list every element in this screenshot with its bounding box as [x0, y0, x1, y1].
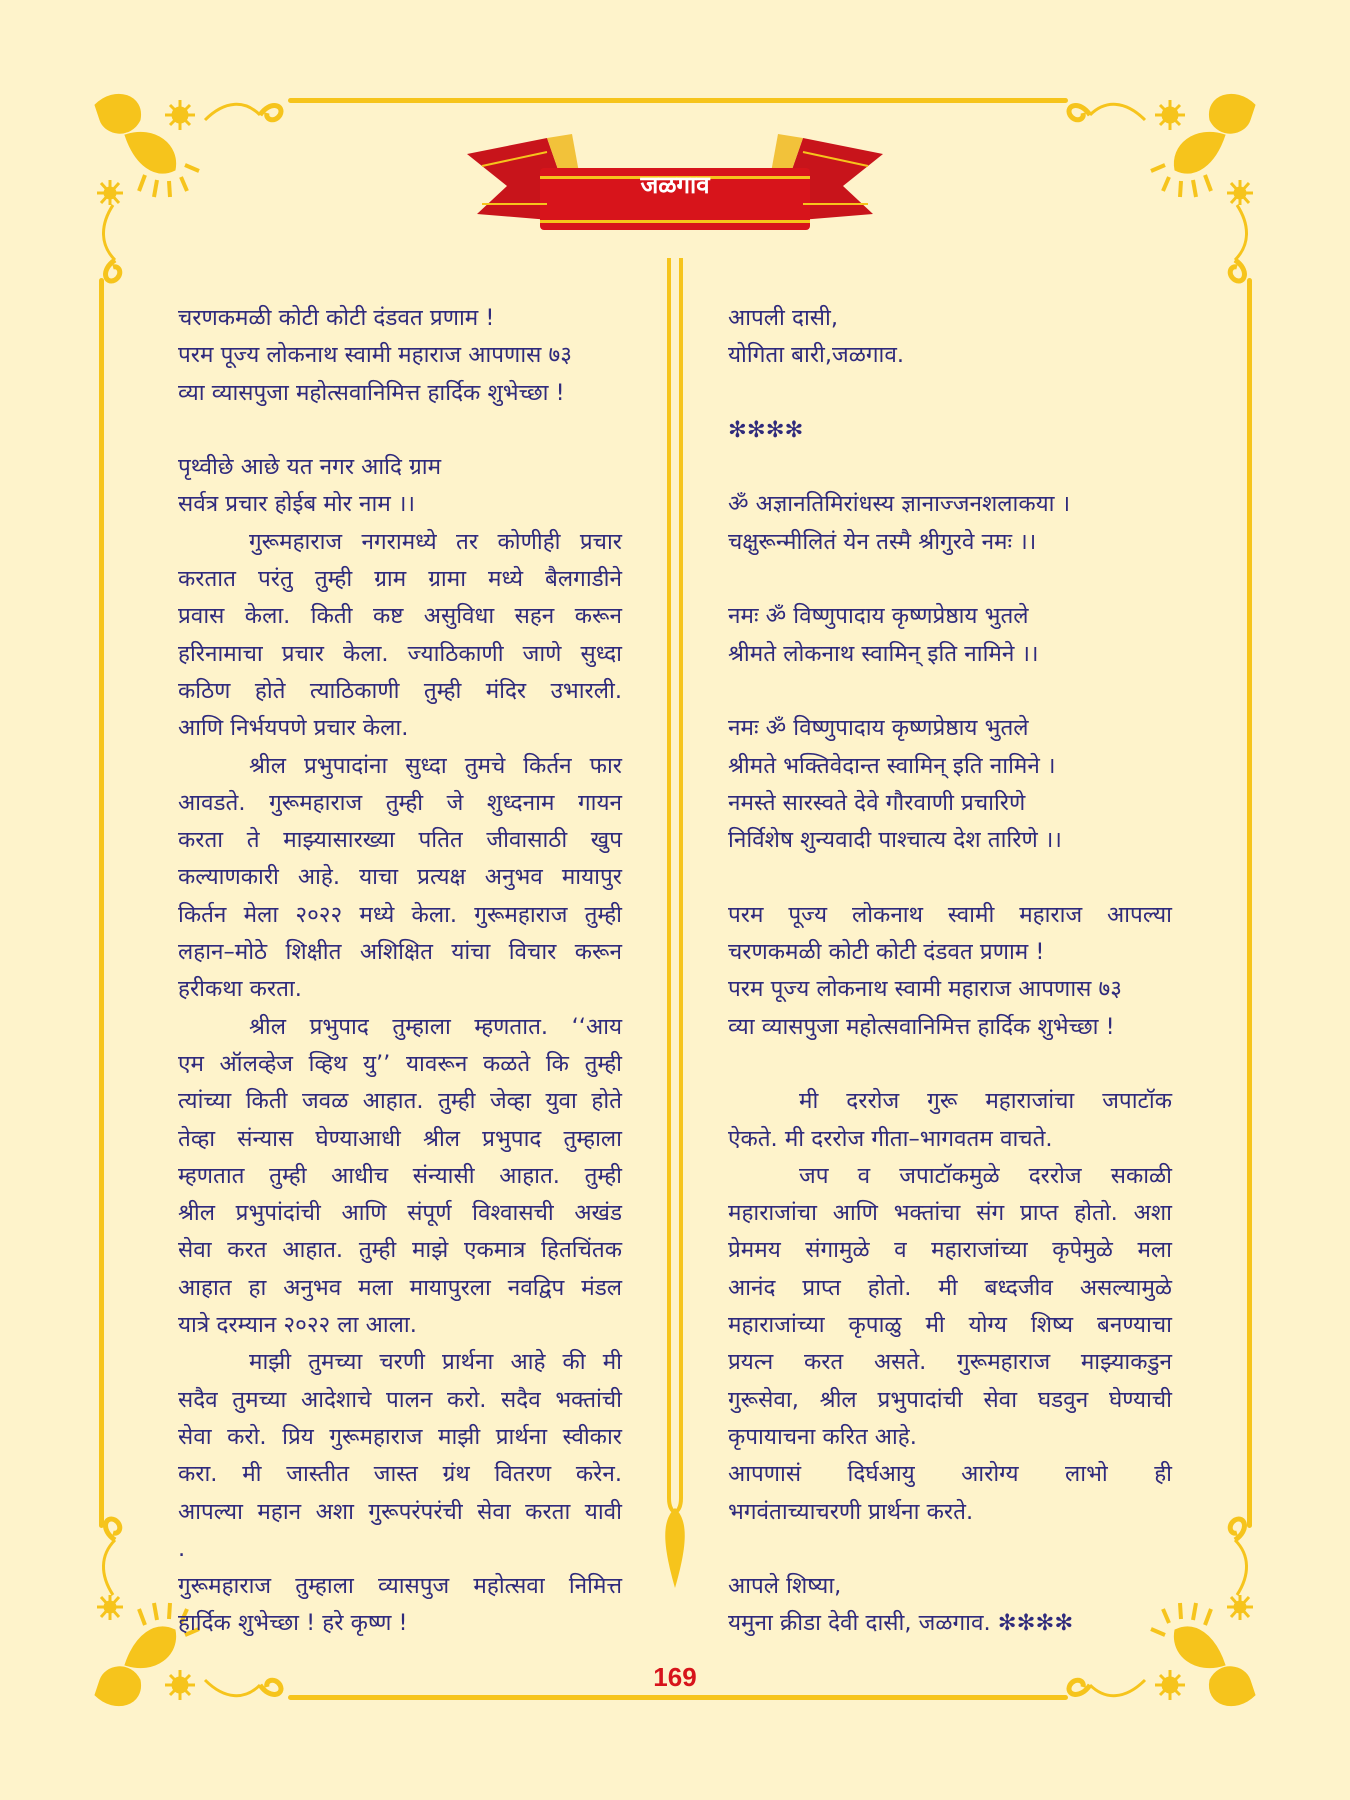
- paragraph: [728, 1456, 1172, 1531]
- text-line: आवडते. गुरूमहाराज तुम्ही जे शुध्दनाम गायन: [178, 789, 622, 816]
- paragraph: [728, 1158, 1172, 1456]
- text-line: सेवा करत आहात. तुम्ही माझे एकमात्र हितचिंतक: [178, 1237, 622, 1264]
- text-line: गुरूमहाराज तुम्हाला व्यासपुज महोत्सवा निमित्त: [178, 1573, 622, 1600]
- paragraph: [178, 1344, 622, 1568]
- text-line: करतात परंतु तुम्ही ग्राम ग्रामा मध्ये बैलगाडीने: [178, 566, 622, 593]
- paragraph: [178, 748, 622, 1009]
- text-line: यात्रे दरम्यान २०२२ ला आला.: [178, 1312, 417, 1339]
- paragraph: [728, 1083, 1172, 1158]
- verse-block: [728, 486, 1172, 561]
- text-line: .: [178, 1535, 186, 1562]
- paragraph: [728, 897, 1172, 972]
- corner-ornament-icon: [85, 85, 305, 305]
- text-line: म्हणतात तुम्ही आधीच संन्यासी आहात. तुम्ही: [178, 1162, 622, 1189]
- blank-line: [728, 673, 1172, 710]
- text-line: माझी तुमच्या चरणी प्रार्थना आहे की मी: [249, 1349, 622, 1376]
- text-line: तेव्हा संन्यास घेण्याआधी श्रील प्रभुपाद तुम्हाला: [178, 1125, 622, 1152]
- text-line: परम पूज्य लोकनाथ स्वामी महाराज आपणास ७३: [178, 342, 572, 369]
- corner-ornament-icon: [1045, 85, 1265, 305]
- text-line: सदैव तुमच्या आदेशाचे पालन करो. सदैव भक्तांची: [178, 1386, 622, 1413]
- text-line: व्या व्यासपुजा महोत्सवानिमित्त हार्दिक शुभेच्छा !: [728, 1013, 1115, 1040]
- paragraph: [178, 1568, 622, 1643]
- text-line: योगिता बारी,जळगाव.: [728, 342, 904, 369]
- text-line: प्रेममय संगामुळे व महाराजांच्या कृपेमुळे मला: [728, 1237, 1172, 1264]
- text-line: जप व जपाटॉकमुळे दररोज सकाळी: [799, 1162, 1172, 1189]
- text-line: ✻✻✻✻: [728, 416, 804, 443]
- text-line: नमस्ते सारस्वते देवे गौरवाणी प्रचारिणे: [728, 789, 1026, 816]
- text-line: भगवंताच्याचरणी प्रार्थना करते.: [728, 1498, 974, 1525]
- border-right-line: [1247, 278, 1252, 1528]
- text-line: मी दररोज गुरू महाराजांचा जपाटॉक: [799, 1088, 1172, 1115]
- text-line: किर्तन मेला २०२२ मध्ये केला. गुरूमहाराज तुम्ही: [178, 901, 622, 928]
- text-line: श्रील प्रभुपांदांची आणि संपूर्ण विश्वासची अखंड: [178, 1200, 622, 1227]
- border-top-line: [288, 98, 1068, 103]
- text-line: परम पूज्य लोकनाथ स्वामी महाराज आपणास ७३: [728, 976, 1122, 1003]
- text-line: आहात हा अनुभव मला मायापुरला नवद्विप मंडल: [178, 1274, 622, 1301]
- verse-block: [728, 710, 1172, 859]
- text-line: सर्वत्र प्रचार होईब मोर नाम ।।: [178, 491, 416, 518]
- text-line: श्रील प्रभुपाद तुम्हाला म्हणतात. ‘‘आय: [249, 1013, 622, 1040]
- text-line: नमः ॐ विष्णुपादाय कृष्णप्रेष्ठाय भुतले: [728, 603, 1029, 630]
- text-line: हरीकथा करता.: [178, 976, 302, 1003]
- border-left-line: [99, 278, 104, 1528]
- text-line: व्या व्यासपुजा महोत्सवानिमित्त हार्दिक शुभेच्छा !: [178, 379, 565, 406]
- verse-block: [178, 449, 622, 524]
- blank-line: [728, 1046, 1172, 1083]
- text-line: पृथ्वीछे आछे यत नगर आदि ग्राम: [178, 454, 442, 481]
- left-column: [178, 300, 622, 1643]
- text-line: प्रवास केला. किती कष्ट असुविधा सहन करून: [178, 603, 622, 630]
- page-title: जळगाव: [640, 171, 710, 199]
- text-line: आपली दासी,: [728, 305, 838, 331]
- text-line: सेवा करो. प्रिय गुरूमहाराज माझी प्रार्थना स्वीकार: [178, 1423, 622, 1450]
- text-line: श्रीमते लोकनाथ स्वामिन् इति नामिने ।।: [728, 640, 1039, 667]
- text-line: त्यांच्या किती जवळ आहात. तुम्ही जेव्हा युवा होते: [178, 1088, 622, 1115]
- text-line: चक्षुरून्मीलितं येन तस्मै श्रीगुरवे नमः ।।: [728, 528, 1037, 555]
- blank-line: [728, 561, 1172, 598]
- text-line: आपल्या महान अशा गुरूपरंपरंची सेवा करता यावी: [178, 1498, 622, 1525]
- text-line: महाराजांचा आणि भक्तांचा संग प्राप्त होतो. अशा: [728, 1200, 1172, 1227]
- paragraph: [178, 524, 622, 748]
- text-line: निर्विशेष शुन्यवादी पाश्चात्य देश तारिणे ।।: [728, 827, 1062, 854]
- text-line: करता ते माझ्यासारख्या पतित जीवासाठी खुप: [178, 827, 622, 854]
- text-line: कठिण होते त्याठिकाणी तुम्ही मंदिर उभारली.: [178, 677, 622, 704]
- verse-block: [728, 412, 1172, 449]
- text-line: प्रयत्न करत असते. गुरूमहाराज माझ्याकडुन: [728, 1349, 1172, 1376]
- text-line: गुरूमहाराज नगरामध्ये तर कोणीही प्रचार: [249, 528, 622, 555]
- paragraph: [178, 1009, 622, 1345]
- text-line: आपले शिष्या,: [728, 1573, 842, 1600]
- text-line: हार्दिक शुभेच्छा ! हरे कृष्ण !: [178, 1610, 408, 1637]
- text-line: चरणकमळी कोटी कोटी दंडवत प्रणाम !: [178, 305, 495, 331]
- border-bottom-line: [288, 1695, 1068, 1700]
- text-line: गुरूसेवा, श्रील प्रभुपादांची सेवा घडवुन घेण्याची: [728, 1386, 1172, 1413]
- blank-line: [728, 859, 1172, 896]
- text-line: लहान–मोठे शिक्षीत अशिक्षित यांचा विचार करून: [178, 939, 622, 966]
- verse-block: [728, 598, 1172, 673]
- text-line: हरिनामाचा प्रचार केला. ज्याठिकाणी जाणे सुध्दा: [178, 640, 622, 667]
- text-line: कल्याणकारी आहे. याचा प्रत्यक्ष अनुभव मायापुर: [178, 864, 622, 891]
- text-line: कृपायाचना करित आहे.: [728, 1423, 917, 1450]
- verse-block: [728, 300, 1172, 375]
- verse-block: [178, 300, 622, 412]
- text-line: नमः ॐ विष्णुपादाय कृष्णप्रेष्ठाय भुतले: [728, 715, 1029, 742]
- text-line: श्रीमते भक्तिवेदान्त स्वामिन् इति नामिने ।: [728, 752, 1056, 779]
- text-line: ॐ अज्ञानतिमिरांधस्य ज्ञानाज्जनशलाकया ।: [728, 491, 1071, 518]
- text-line: श्रील प्रभुपादांना सुध्दा तुमचे किर्तन फार: [249, 752, 622, 779]
- right-column: [728, 300, 1172, 1643]
- blank-line: [728, 375, 1172, 412]
- text-line: यमुना क्रीडा देवी दासी, जळगाव. ✻✻✻✻: [728, 1610, 1074, 1637]
- blank-line: [178, 412, 622, 449]
- text-line: चरणकमळी कोटी कोटी दंडवत प्रणाम !: [728, 939, 1045, 966]
- verse-block: [728, 1568, 1172, 1643]
- text-line: आपणासं दिर्घआयु आरोग्य लाभो ही: [728, 1461, 1172, 1488]
- page-number: 169: [653, 1662, 697, 1692]
- text-line: ऐकते. मी दररोज गीता–भागवतम वाचते.: [728, 1125, 1053, 1152]
- verse-block: [728, 971, 1172, 1046]
- text-line: परम पूज्य लोकनाथ स्वामी महाराज आपल्या: [728, 901, 1172, 928]
- blank-line: [728, 449, 1172, 486]
- text-line: एम ऑलव्हेज व्हिथ यु’’ यावरून कळते कि तुम्ही: [178, 1050, 622, 1077]
- text-line: आणि निर्भयपणे प्रचार केला.: [178, 715, 409, 742]
- blank-line: [728, 1531, 1172, 1568]
- text-line: आनंद प्राप्त होतो. मी बध्दजीव असल्यामुळे: [728, 1274, 1172, 1301]
- text-line: महाराजांच्या कृपाळु मी योग्य शिष्य बनण्याचा: [728, 1312, 1172, 1339]
- text-line: करा. मी जास्तीत जास्त ग्रंथ वितरण करेन.: [178, 1461, 622, 1488]
- column-divider: [660, 258, 690, 1598]
